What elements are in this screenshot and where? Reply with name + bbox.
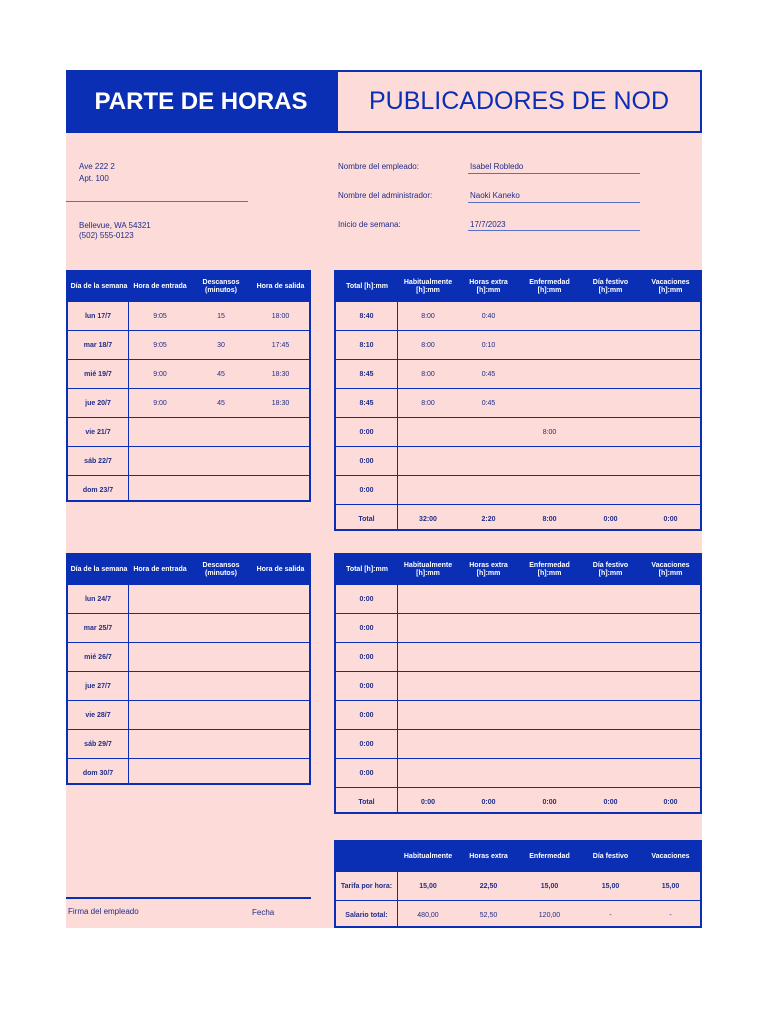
time-in-cell[interactable]: 9:00 <box>153 370 167 378</box>
week1-totals-table <box>334 270 702 531</box>
time-out-cell[interactable] <box>252 418 309 446</box>
day-cell: jue 20/7 <box>85 399 111 407</box>
regular-cell <box>398 476 458 504</box>
salary-row <box>336 900 700 929</box>
time-out-cell[interactable] <box>252 447 309 475</box>
salary-overtime: 52,50 <box>479 911 498 919</box>
day-cell: sáb 29/7 <box>84 740 112 748</box>
vacation-cell <box>641 360 700 388</box>
overtime-cell: 0:10 <box>481 341 496 349</box>
day-cell: vie 28/7 <box>85 711 111 719</box>
header-overtime: Horas extra [h]:mm <box>469 561 508 577</box>
holiday-cell <box>580 389 641 417</box>
breaks-cell[interactable] <box>190 447 252 475</box>
table-row <box>336 729 700 758</box>
day-cell: mié 19/7 <box>84 370 112 378</box>
address-line1: Ave 222 2 <box>79 162 115 171</box>
time-out-cell[interactable]: 18:30 <box>271 370 290 378</box>
admin-field[interactable]: Naoki Kaneko <box>470 191 520 200</box>
sick-cell <box>519 476 580 504</box>
header-breaks: Descansos (minutos) <box>202 278 240 294</box>
overtime-cell <box>458 447 519 475</box>
total-cell: 0:00 <box>359 682 374 690</box>
week1-totals-header <box>336 272 700 301</box>
total-cell: 8:10 <box>359 341 374 349</box>
table-row <box>336 388 700 417</box>
sick-cell <box>519 360 580 388</box>
total-holiday: 0:00 <box>603 798 618 806</box>
vacation-cell <box>641 331 700 359</box>
table-row <box>68 584 309 613</box>
employee-field-underline <box>468 173 640 174</box>
employee-signature-label: Firma del empleado <box>68 907 139 916</box>
regular-cell: 8:00 <box>421 399 435 407</box>
holiday-cell <box>580 418 641 446</box>
company-name: PUBLICADORES DE NOD <box>336 70 702 133</box>
total-cell: 0:00 <box>359 624 374 632</box>
week2-hours-header <box>68 555 309 584</box>
total-cell: 0:00 <box>359 769 374 777</box>
total-cell: 0:00 <box>359 711 374 719</box>
table-row <box>68 729 309 758</box>
breaks-cell[interactable] <box>190 418 252 446</box>
week-start-field[interactable]: 17/7/2023 <box>470 220 506 229</box>
week-start-field-underline <box>468 230 640 231</box>
table-row <box>68 613 309 642</box>
header-breaks: Descansos (minutos) <box>202 561 240 577</box>
time-entry-cell[interactable] <box>130 585 309 613</box>
salary-label: Salario total: <box>345 911 388 919</box>
table-row <box>68 301 309 330</box>
day-cell: dom 30/7 <box>82 769 114 777</box>
header-total: Total [h]:mm <box>346 282 388 290</box>
header-time-out: Hora de salida <box>256 565 305 573</box>
salary-regular: 480,00 <box>417 911 439 919</box>
rate-holiday[interactable]: 15,00 <box>601 882 620 890</box>
total-holiday: 0:00 <box>603 515 618 523</box>
week1-hours-header <box>68 272 309 301</box>
time-entry-cell[interactable] <box>130 701 309 729</box>
overtime-cell: 0:40 <box>481 312 496 320</box>
page-title: PARTE DE HORAS <box>66 70 336 133</box>
table-row <box>68 446 309 475</box>
time-in-cell[interactable] <box>130 418 190 446</box>
time-out-cell[interactable] <box>252 476 309 504</box>
total-cell: 0:00 <box>359 653 374 661</box>
total-cell: 8:45 <box>359 370 374 378</box>
sick-cell <box>519 331 580 359</box>
address-divider <box>66 201 248 202</box>
time-out-cell[interactable]: 18:30 <box>271 399 290 407</box>
vacation-cell <box>641 418 700 446</box>
table-row <box>68 417 309 446</box>
total-sick: 0:00 <box>542 798 557 806</box>
table-row <box>336 758 700 787</box>
total-cell: 8:45 <box>359 399 374 407</box>
rate-sick[interactable]: 15,00 <box>540 882 559 890</box>
vacation-cell <box>641 447 700 475</box>
sick-cell <box>519 389 580 417</box>
rate-overtime[interactable]: 22,50 <box>479 882 498 890</box>
table-row <box>68 700 309 729</box>
sick-cell <box>519 447 580 475</box>
sick-cell <box>519 302 580 330</box>
header-sick: Enfermedad [h]:mm <box>529 278 570 294</box>
table-row <box>336 584 700 613</box>
day-cell: lun 17/7 <box>84 312 112 320</box>
header-total: Total [h]:mm <box>346 565 388 573</box>
time-entry-cell[interactable] <box>130 759 309 787</box>
overtime-cell <box>458 476 519 504</box>
time-in-cell[interactable]: 9:05 <box>153 341 167 349</box>
time-entry-cell[interactable] <box>130 730 309 758</box>
total-vacation: 0:00 <box>663 798 678 806</box>
table-row <box>68 642 309 671</box>
rates-table <box>334 840 702 928</box>
total-row <box>336 787 700 816</box>
vacation-cell <box>641 476 700 504</box>
header-time-in: Hora de entrada <box>133 565 187 573</box>
address-phone: (502) 555-0123 <box>79 231 134 240</box>
salary-sick: 120,00 <box>538 911 561 919</box>
holiday-cell <box>580 476 641 504</box>
overtime-cell <box>458 418 519 446</box>
header-day: Día de la semana <box>70 282 128 290</box>
rates-header-sick: Enfermedad <box>529 852 570 860</box>
week-start-label: Inicio de semana: <box>338 220 401 229</box>
regular-cell: 8:00 <box>421 312 435 320</box>
table-row <box>68 388 309 417</box>
vacation-cell <box>641 302 700 330</box>
breaks-cell[interactable] <box>190 476 252 504</box>
header-time-out: Hora de salida <box>256 282 305 290</box>
time-out-cell[interactable]: 17:45 <box>271 341 290 349</box>
day-cell: mié 26/7 <box>84 653 112 661</box>
overtime-cell: 0:45 <box>481 399 496 407</box>
total-label: Total <box>358 515 375 523</box>
table-row <box>336 446 700 475</box>
employee-label: Nombre del empleado: <box>338 162 419 171</box>
time-entry-cell[interactable] <box>130 643 309 671</box>
holiday-cell <box>580 447 641 475</box>
breaks-cell[interactable]: 30 <box>217 341 225 349</box>
table-row <box>68 330 309 359</box>
rates-header-vacation: Vacaciones <box>651 852 690 860</box>
holiday-cell <box>580 302 641 330</box>
header-sick: Enfermedad [h]:mm <box>529 561 570 577</box>
header-vacation: Vacaciones [h]:mm <box>651 278 690 294</box>
header-regular: Habitualmente [h]:mm <box>403 278 453 294</box>
week1-hours-table <box>66 270 311 502</box>
week2-totals-table <box>334 553 702 814</box>
regular-cell <box>398 418 458 446</box>
table-row <box>336 642 700 671</box>
rate-row <box>336 871 700 900</box>
rate-label: Tarifa por hora: <box>340 882 393 890</box>
rate-regular[interactable]: 15,00 <box>419 882 437 890</box>
total-cell: 0:00 <box>359 595 374 603</box>
day-cell: sáb 22/7 <box>84 457 112 465</box>
header-day: Día de la semana <box>70 565 128 573</box>
total-sick: 8:00 <box>542 515 557 523</box>
time-out-cell[interactable]: 18:00 <box>271 312 290 320</box>
table-row <box>68 359 309 388</box>
header-regular: Habitualmente [h]:mm <box>403 561 453 577</box>
breaks-cell[interactable]: 15 <box>217 312 225 320</box>
total-regular: 0:00 <box>420 798 435 806</box>
table-row <box>336 475 700 504</box>
time-in-cell[interactable] <box>130 447 190 475</box>
rates-header-holiday: Día festivo <box>592 852 629 860</box>
total-label: Total <box>358 798 375 806</box>
vacation-cell <box>641 389 700 417</box>
table-row <box>336 700 700 729</box>
regular-cell <box>398 447 458 475</box>
admin-field-underline <box>468 202 640 203</box>
table-row <box>68 671 309 700</box>
regular-cell: 8:00 <box>421 341 435 349</box>
salary-vacation: - <box>669 911 672 919</box>
overtime-cell: 0:45 <box>481 370 496 378</box>
day-cell: mar 18/7 <box>83 341 113 349</box>
total-row <box>336 504 700 533</box>
table-row <box>336 301 700 330</box>
rates-header <box>336 842 700 871</box>
day-cell: vie 21/7 <box>85 428 111 436</box>
total-vacation: 0:00 <box>663 515 678 523</box>
time-entry-cell[interactable] <box>130 672 309 700</box>
employee-field[interactable]: Isabel Robledo <box>470 162 524 171</box>
day-cell: mar 25/7 <box>83 624 113 632</box>
time-in-cell[interactable]: 9:05 <box>153 312 167 320</box>
day-cell: lun 24/7 <box>84 595 112 603</box>
week2-hours-table <box>66 553 311 785</box>
rate-vacation[interactable]: 15,00 <box>661 882 680 890</box>
day-cell: jue 27/7 <box>85 682 111 690</box>
total-cell: 0:00 <box>359 428 374 436</box>
address-city: Bellevue, WA 54321 <box>79 221 151 230</box>
table-row <box>336 359 700 388</box>
header-overtime: Horas extra [h]:mm <box>469 278 508 294</box>
total-overtime: 0:00 <box>481 798 496 806</box>
week2-totals-header <box>336 555 700 584</box>
signature-date-label: Fecha <box>252 908 275 917</box>
time-in-cell[interactable] <box>130 476 190 504</box>
salary-holiday: - <box>609 911 612 919</box>
rates-header-regular: Habitualmente <box>403 852 453 860</box>
total-overtime: 2:20 <box>481 515 496 523</box>
header-time-in: Hora de entrada <box>133 282 187 290</box>
breaks-cell[interactable]: 45 <box>217 370 225 378</box>
total-cell: 8:40 <box>359 312 374 320</box>
rates-header-overtime: Horas extra <box>469 852 508 860</box>
signature-line <box>66 897 311 899</box>
total-cell: 0:00 <box>359 457 374 465</box>
holiday-cell <box>580 360 641 388</box>
holiday-cell <box>580 331 641 359</box>
table-row <box>68 758 309 787</box>
table-row <box>336 613 700 642</box>
header-vacation: Vacaciones [h]:mm <box>651 561 690 577</box>
address-line2: Apt. 100 <box>79 174 109 183</box>
table-row <box>336 330 700 359</box>
regular-cell: 8:00 <box>421 370 435 378</box>
breaks-cell[interactable]: 45 <box>217 399 225 407</box>
time-entry-cell[interactable] <box>130 614 309 642</box>
table-row <box>336 671 700 700</box>
header-holiday: Día festivo [h]:mm <box>592 561 629 577</box>
day-cell: dom 23/7 <box>82 486 114 494</box>
table-row <box>68 475 309 504</box>
sick-cell: 8:00 <box>542 428 557 436</box>
total-cell: 0:00 <box>359 486 374 494</box>
time-in-cell[interactable]: 9:00 <box>153 399 167 407</box>
total-cell: 0:00 <box>359 740 374 748</box>
total-regular: 32:00 <box>419 515 437 523</box>
header-holiday: Día festivo [h]:mm <box>592 278 629 294</box>
table-row <box>336 417 700 446</box>
admin-label: Nombre del administrador: <box>338 191 433 200</box>
